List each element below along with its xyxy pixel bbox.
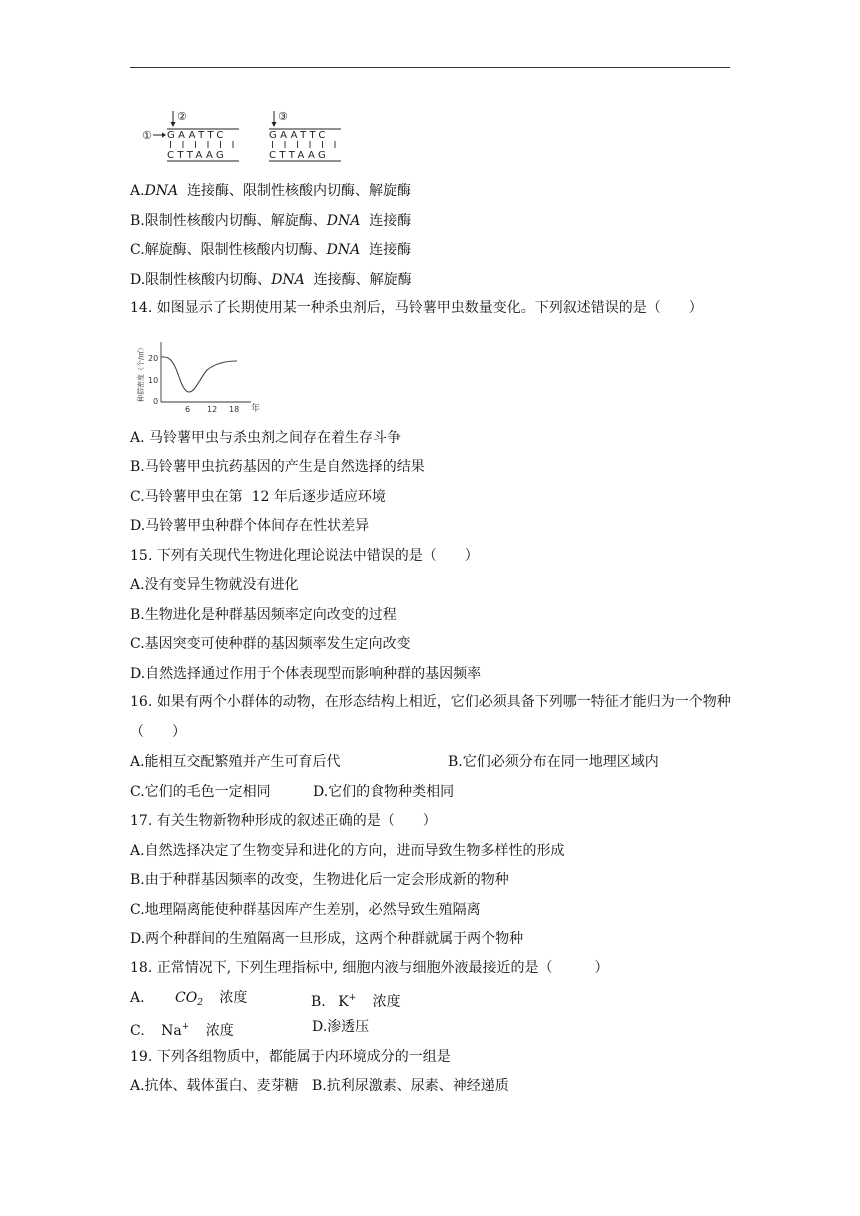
marker-1: ① bbox=[142, 129, 152, 142]
q18-option-c: C. Na+ 浓度 bbox=[130, 1022, 234, 1039]
dna-top-right: GAATTC bbox=[269, 130, 329, 141]
marker-3: ③ bbox=[278, 110, 288, 123]
q14-option-d: D.马铃薯甲虫种群个体间存在性状差异 bbox=[130, 518, 370, 534]
ytick-20: 20 bbox=[148, 354, 159, 363]
q18-option-d: D.渗透压 bbox=[312, 1019, 370, 1035]
q15-option-a: A.没有变异生物就没有进化 bbox=[130, 577, 299, 593]
marker-2: ② bbox=[177, 110, 187, 123]
header-rule bbox=[130, 67, 730, 68]
q14-option-a: A. 马铃薯甲虫与杀虫剂之间存在着生存斗争 bbox=[130, 430, 402, 446]
q17-option-a: A.自然选择决定了生物变异和进化的方向，进而导致生物多样性的形成 bbox=[130, 843, 565, 859]
chart-xlabel: 年 bbox=[251, 404, 261, 414]
q15-stem: 15. 下列有关现代生物进化理论说法中错误的是（ ） bbox=[130, 548, 479, 564]
q13-option-b: B.限制性核酸内切酶、解旋酶、DNA 连接酶 bbox=[130, 213, 412, 229]
dna-top-left: GAATTC bbox=[167, 130, 227, 141]
population-curve bbox=[161, 357, 237, 392]
chart-ylabel: 种群密度（个/㎡） bbox=[137, 343, 145, 402]
dna-bottom-right: CTTAAG bbox=[269, 150, 330, 161]
dna-bottom-left: CTTAAG bbox=[167, 150, 228, 161]
q14-option-c: C.马铃薯甲虫在第 12 年后逐步适应环境 bbox=[130, 489, 386, 505]
q16-option-a: A.能相互交配繁殖并产生可育后代 bbox=[130, 754, 341, 770]
q17-stem: 17. 有关生物新物种形成的叙述正确的是（ ） bbox=[130, 813, 437, 829]
xtick-18: 18 bbox=[229, 405, 240, 414]
q19-option-a: A.抗体、载体蛋白、麦芽糖 bbox=[130, 1078, 299, 1094]
q16-option-d: D.它们的食物种类相同 bbox=[313, 784, 455, 800]
q18-option-a: A. $CO_2$ 浓度 bbox=[130, 990, 248, 1008]
q16-option-c: C.它们的毛色一定相同 bbox=[130, 784, 271, 800]
q14-stem: 14. 如图显示了长期使用某一种杀虫剂后，马铃薯甲虫数量变化。下列叙述错误的是（ ） bbox=[130, 300, 703, 316]
q13-option-c: C.解旋酶、限制性核酸内切酶、DNA 连接酶 bbox=[130, 242, 412, 258]
q14-option-b: B.马铃薯甲虫抗药基因的产生是自然选择的结果 bbox=[130, 459, 425, 475]
xtick-6: 6 bbox=[185, 405, 191, 414]
q17-option-b: B.由于种群基因频率的改变，生物进化后一定会形成新的物种 bbox=[130, 872, 509, 888]
ytick-10: 10 bbox=[148, 376, 159, 385]
q16-option-b: B.它们必须分布在同一地理区域内 bbox=[448, 754, 659, 770]
q18-option-b: B. K+ 浓度 bbox=[311, 993, 401, 1010]
q13-option-d: D.限制性核酸内切酶、DNA 连接酶、解旋酶 bbox=[130, 272, 412, 288]
q15-option-c: C.基因突变可使种群的基因频率发生定向改变 bbox=[130, 636, 411, 652]
dna-cut-figure bbox=[140, 108, 350, 166]
q19-stem: 19. 下列各组物质中，都能属于内环境成分的一组是 bbox=[130, 1049, 451, 1065]
population-density-chart bbox=[133, 336, 268, 416]
q17-option-c: C.地理隔离能使种群基因库产生差别，必然导致生殖隔离 bbox=[130, 902, 481, 918]
xtick-12: 12 bbox=[207, 405, 218, 414]
q19-option-b: B.抗利尿激素、尿素、神经递质 bbox=[312, 1078, 509, 1094]
q15-option-d: D.自然选择通过作用于个体表现型而影响种群的基因频率 bbox=[130, 666, 482, 682]
q15-option-b: B.生物进化是种群基因频率定向改变的过程 bbox=[130, 607, 397, 623]
q16-stem: 16. 如果有两个小群体的动物，在形态结构上相近，它们必须具备下列哪一特征才能归为一个物种（ ） bbox=[130, 694, 731, 740]
q18-stem: 18. 正常情况下, 下列生理指标中, 细胞内液与细胞外液最接近的是（ ） bbox=[130, 960, 609, 976]
q17-option-d: D.两个种群间的生殖隔离一旦形成，这两个种群就属于两个物种 bbox=[130, 931, 524, 947]
ytick-0: 0 bbox=[153, 397, 159, 406]
q13-option-a: A.DNA 连接酶、限制性核酸内切酶、解旋酶 bbox=[130, 183, 412, 199]
